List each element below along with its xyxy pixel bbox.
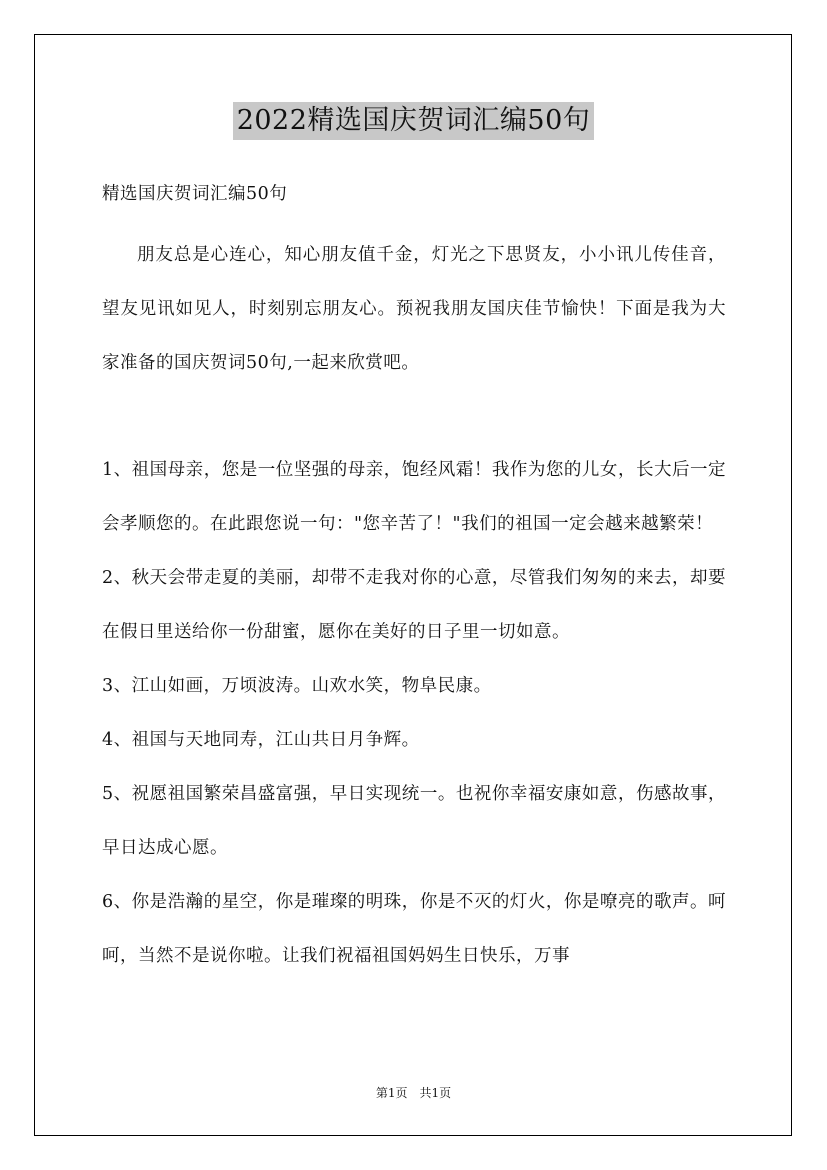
title-container <box>0 102 827 140</box>
list-item: 6、你是浩瀚的星空，你是璀璨的明珠，你是不灭的灯火，你是嘹亮的歌声。呵呵，当然不是说你啦。让我们祝福祖国妈妈生日快乐，万事 <box>102 892 726 966</box>
page-total: 共1页 <box>419 1086 452 1100</box>
list-item: 3、江山如画，万顷波涛。山欢水笑，物阜民康。 <box>102 676 492 696</box>
list-item: 4、祖国与天地同寿，江山共日月争辉。 <box>102 730 420 750</box>
paragraph-spacer <box>102 390 726 443</box>
list-item: 1、祖国母亲，您是一位坚强的母亲，饱经风霜！我作为您的儿女，长大后一定会孝顺您的。在此跟您说一句："您辛苦了！"我们的祖国一定会越来越繁荣！ <box>102 460 726 534</box>
list-item: 5、祝愿祖国繁荣昌盛富强，早日实现统一。也祝你幸福安康如意，伤感故事，早日达成心愿。 <box>102 784 726 858</box>
page-number: 第1页 <box>375 1086 408 1100</box>
document-body <box>102 174 726 983</box>
document-title: 2022精选国庆贺词汇编50句 <box>233 102 595 140</box>
list-item: 2、秋天会带走夏的美丽，却带不走我对你的心意，尽管我们匆匆的来去，却要在假日里送给你一份甜蜜，愿你在美好的日子里一切如意。 <box>102 568 726 642</box>
page-footer <box>0 1085 827 1101</box>
intro-paragraph: 朋友总是心连心，知心朋友值千金，灯光之下思贤友，小小讯儿传佳音，望友见讯如见人，时刻别忘朋友心。预祝我朋友国庆佳节愉快！下面是我为大家准备的国庆贺词50句,一起来欣赏吧。 <box>102 245 726 373</box>
document-subtitle: 精选国庆贺词汇编50句 <box>102 184 288 204</box>
